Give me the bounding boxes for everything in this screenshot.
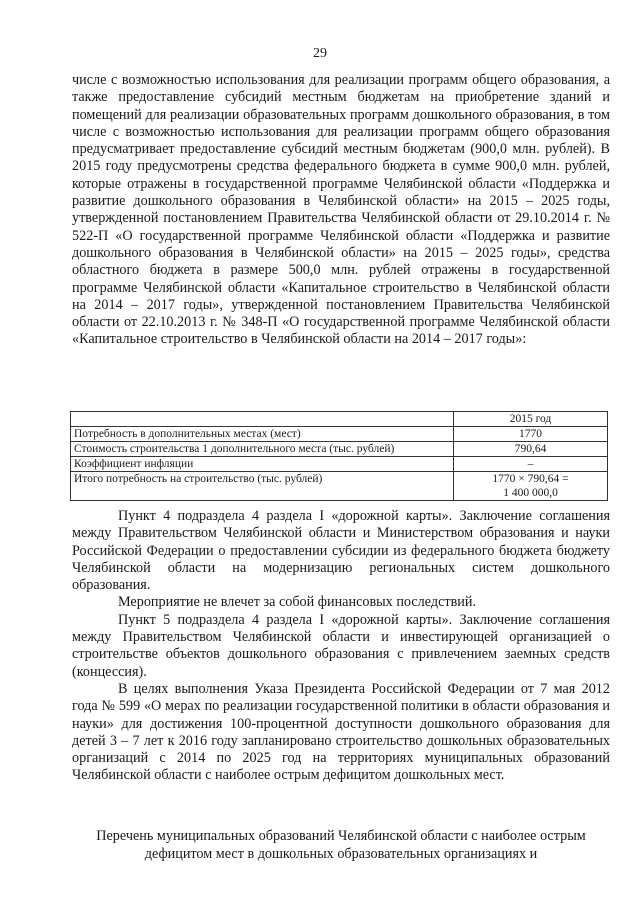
intro-paragraph: числе с возможностью использования для реализации программ общего образования, а также предоставление субсидий местным бюджетам на приобретение зданий и помещений для реализации образовательных программ дошкольного образования, в том числе с возможностью использования для реализации программ общего образования предусматривает предоставление субсидий местным бюджетам (900,0 млн. рублей). В 2015 году предусмотрены средства федерального бюджета в сумме 900,0 млн. рублей, которые отражены в государственной программе Челябинской области «Поддержка и развитие дошкольного образования в Челябинской области» на 2015 – 2025 годы, утвержденной постановлением Правительства Челябинской области от 29.10.2014 г. № 522-П «О государственной программе Челябинской области «Поддержка и развитие дошкольного образования в Челябинской области» на 2015 – 2025 годы», средства областного бюджета в размере 500,0 млн. рублей отражены в государственной программе Челябинской области «Капитальное строительство в Челябинской области на 2014 – 2017 годы», утвержденной постановлением Правительства Челябинской области от 22.10.2013 г. № 348-П «О государственной программе Челябинской области «Капитальное строительство в Челябинской области на 2014 – 2017 годы»: (72, 72, 610, 348)
paragraph-item4: Пункт 4 подраздела 4 раздела I «дорожной карты». Заключение соглашения между Правительством Челябинской области и Министерством образования и науки Российской Федерации о предоставлении субсидии из федерального бюджета бюджету Челябинской области на модернизацию региональных систем дошкольного образования. (72, 508, 610, 594)
table-header-blank (71, 412, 454, 427)
paragraph-decree: В целях выполнения Указа Президента Российской Федерации от 7 мая 2012 года № 599 «О мерах по реализации государственной политики в области образования и науки» для достижения 100-процентной доступности дошкольного образования для детей 3 – 7 лет к 2016 году запланировано строительство дошкольных образовательных организаций с 2014 по 2025 год на территориях муниципальных образований Челябинской области с наиболее острым дефицитом дошкольных мест. (72, 680, 610, 784)
table-cell-label: Потребность в дополнительных местах (мест) (71, 427, 454, 442)
table-cell-formula: 1770 × 790,64 = (492, 473, 569, 485)
body-paragraphs (72, 508, 610, 785)
table-row (71, 442, 608, 457)
section-heading: Перечень муниципальных образований Челябинской области с наиболее острым дефицитом мест в дошкольных образовательных организациях и (96, 828, 586, 862)
paragraph-item5: Пункт 5 подраздела 4 раздела I «дорожной карты». Заключение соглашения между Правительством Челябинской области и инвестирующей организацией о строительстве объектов дошкольного образования с привлечением заемных средств (концессия). (72, 611, 610, 680)
table-header-row (71, 412, 608, 427)
table-cell-value: 1770 (454, 427, 608, 442)
table-cell-label: Итого потребность на строительство (тыс. рублей) (71, 472, 454, 501)
table-cell-value (454, 472, 608, 501)
table-row (71, 457, 608, 472)
table-cell-value: – (454, 457, 608, 472)
cost-table (70, 411, 608, 501)
table-cell-total: 1 400 000,0 (503, 487, 558, 499)
table-cell-value: 790,64 (454, 442, 608, 457)
table-row (71, 472, 608, 501)
table-row (71, 427, 608, 442)
table-cell-label: Коэффициент инфляции (71, 457, 454, 472)
table-header-year: 2015 год (454, 412, 608, 427)
page-number: 29 (313, 46, 327, 61)
table-cell-label: Стоимость строительства 1 дополнительного места (тыс. рублей) (71, 442, 454, 457)
paragraph-no-consequences: Мероприятие не влечет за собой финансовых последствий. (118, 594, 476, 611)
